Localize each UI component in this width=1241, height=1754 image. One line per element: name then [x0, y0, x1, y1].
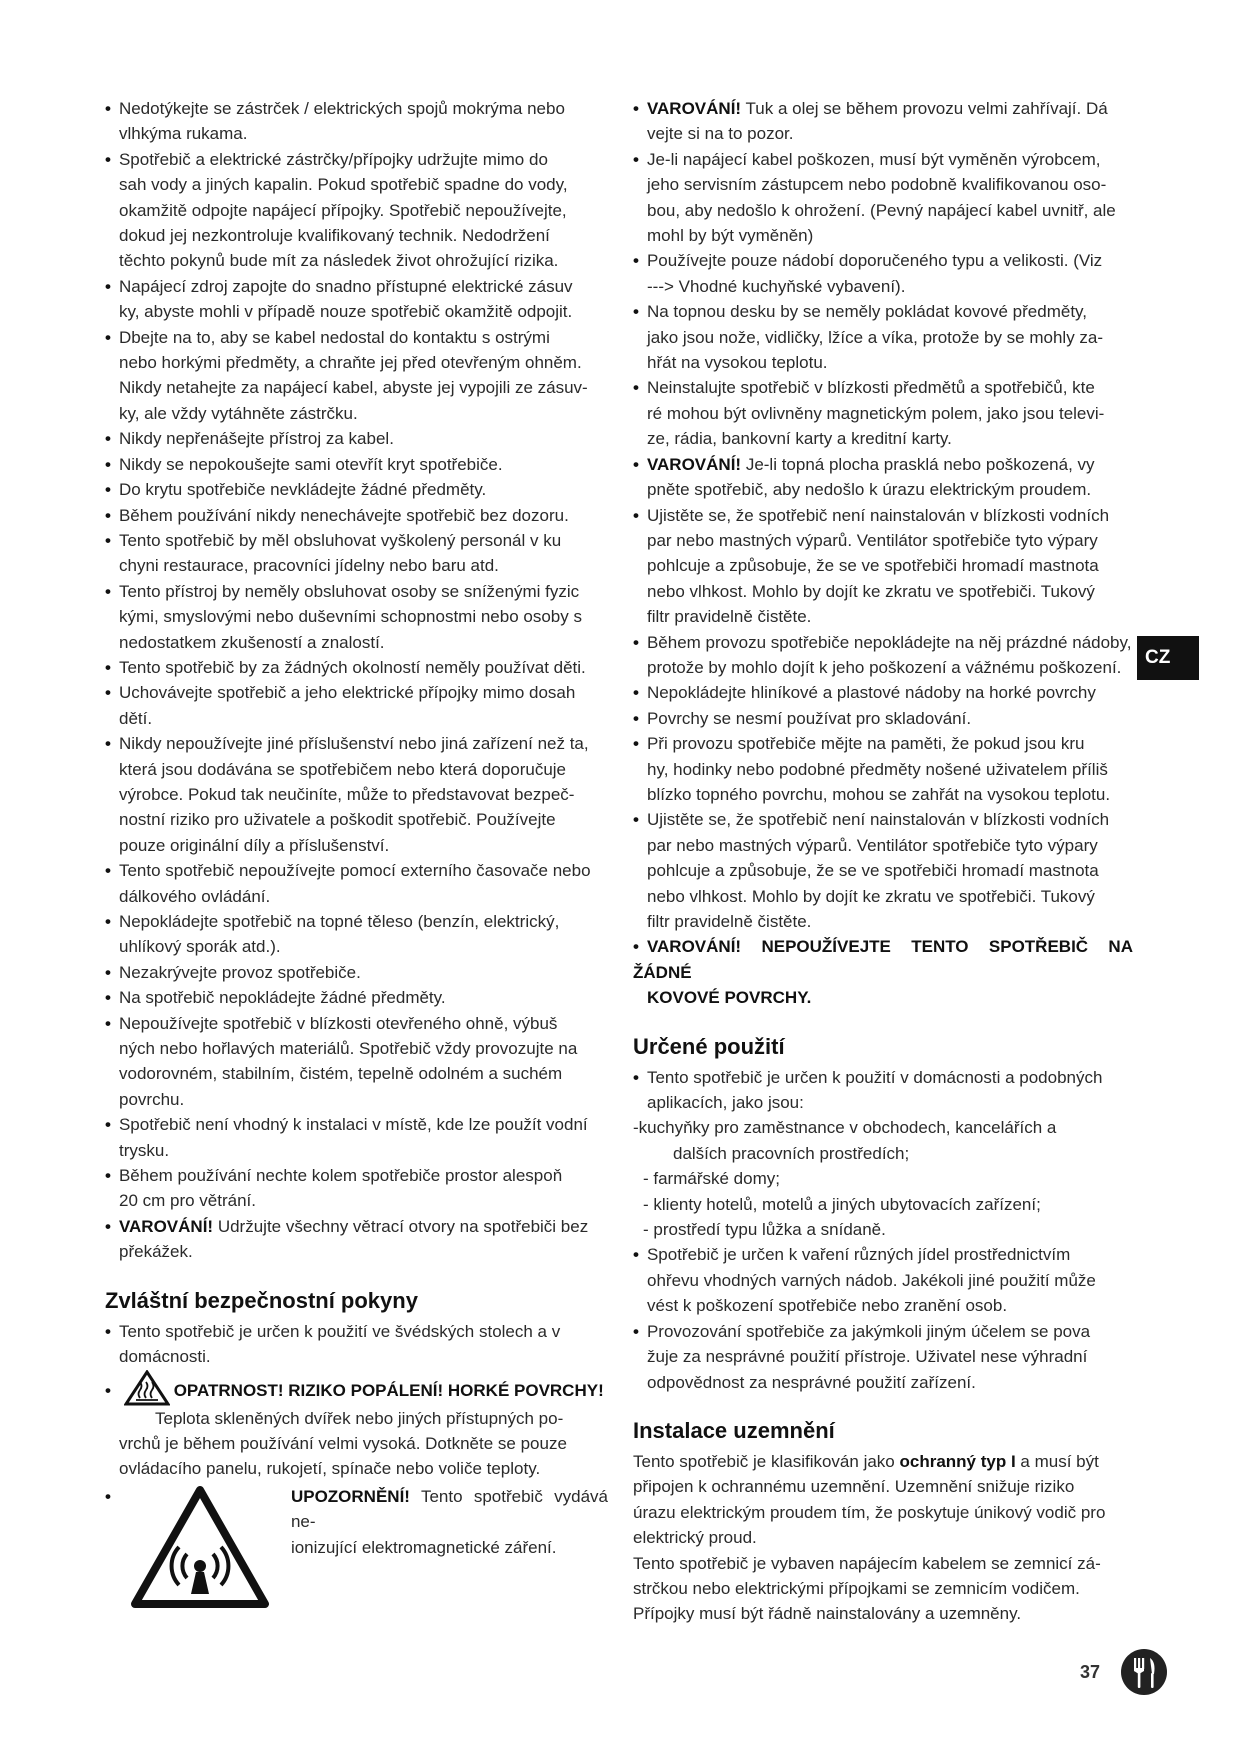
- section-heading-grounding: Instalace uzemnění: [633, 1417, 835, 1443]
- list-item: • Nikdy nepřenášejte přístroj za kabel.: [105, 426, 608, 451]
- warning-label: OPATRNOST! RIZIKO POPÁLENÍ! HORKÉ POVRCHY!: [173, 1380, 604, 1400]
- paragraph: Tento spotřebič je vybaven napájecím kabelem se zemnicí zá- strčkou nebo elektrickými přípojkami se zemnicím vodičem. Přípojky musí být řádně nainstalovány a uzemněny.: [633, 1553, 1101, 1624]
- list-item: • VAROVÁNÍ! Je-li topná plocha prasklá nebo poškozená, vy pněte spotřebič, aby nedošlo k úrazu elektrickým proudem.: [633, 452, 1133, 503]
- non-ionizing-radiation-icon: [129, 1484, 271, 1610]
- list-item: • Napájecí zdroj zapojte do snadno přístupné elektrické zásuv ky, abyste mohli v případě nouze spotřebič okamžitě odpojit.: [105, 274, 608, 325]
- list-item: • Nikdy se nepokoušejte sami otevřít kryt spotřebiče.: [105, 452, 608, 477]
- warning-label: VAROVÁNÍ!: [646, 454, 742, 474]
- warning-label: VAROVÁNÍ! NEPOUŽÍVEJTE TENTO SPOTŘEBIČ NA ŽÁDNÉ: [633, 937, 1133, 982]
- list-item: • Do krytu spotřebiče nevkládejte žádné předměty.: [105, 477, 608, 502]
- left-column: [105, 96, 608, 1610]
- list-item: • Nedotýkejte se zástrček / elektrických spojů mokrýma nebo vlhkýma rukama.: [105, 96, 608, 147]
- list-item: • Při provozu spotřebiče mějte na paměti, že pokud jsou kru hy, hodinky nebo podobné předměty nošené uživatelem příliš blízko topného povrchu, mohou se zahřát na vysokou teplotu.: [633, 731, 1133, 807]
- list-item: • Povrchy se nesmí používat pro skladování.: [633, 706, 1133, 731]
- list-item: • Tento spotřebič by za žádných okolností neměly používat děti.: [105, 655, 608, 680]
- list-item: • Je-li napájecí kabel poškozen, musí být vyměněn výrobcem, jeho servisním zástupcem nebo podobně kvalifikovanou oso- bou, aby nedošlo k ohrožení. (Pevný napájecí kabel uvnitř, ale mohl by být vyměněn): [633, 147, 1133, 249]
- list-item: • VAROVÁNÍ! Tuk a olej se během provozu velmi zahřívají. Dá vejte si na to pozor.: [633, 96, 1133, 147]
- list-item: • Dbejte na to, aby se kabel nedostal do kontaktu s ostrými nebo horkými předměty, a chraňte jej před otevřeným ohněm. Nikdy netahejte za napájecí kabel, abyste jej vypojili ze zásuv- ky, ale vždy vytáhněte zástrčku.: [105, 325, 608, 427]
- section-heading-intended-use: Určené použití: [633, 1033, 785, 1059]
- list-item: - prostředí typu lůžka a snídaně.: [643, 1220, 886, 1240]
- radiation-warning-text: • UPOZORNĚNÍ! Tento spotřebič vydává ne- ionizující elektromagnetické záření.: [290, 1486, 608, 1557]
- list-item: • Spotřebič a elektrické zástrčky/přípojky udržujte mimo do sah vody a jiných kapalin. Pokud spotřebič spadne do vody, okamžitě odpojte napájecí přípojky. Spotřebič nepoužívejte, dokud jej nezkontroluje kvalifikovaný technik. Nedodržení těchto pokynů bude mít za následek život ohrožující rizika.: [105, 147, 608, 274]
- list-item: • Na topnou desku by se neměly pokládat kovové předměty, jako jsou nože, vidličky, lžíce a víka, protože by se mohly za- hřát na vysokou teplotu.: [633, 299, 1133, 375]
- list-item: • Tento spotřebič nepoužívejte pomocí externího časovače nebo dálkového ovládání.: [105, 858, 608, 909]
- paragraph: Tento spotřebič je klasifikován jako ochranný typ I a musí být připojen k ochrannému uzemnění. Uzemnění snižuje riziko úrazu elektrickým proudem tím, že poskytuje únikový vodič pro elektrický proud.: [633, 1451, 1106, 1548]
- list-item: - farmářské domy;: [643, 1169, 780, 1189]
- warning-label: UPOZORNĚNÍ!: [290, 1486, 410, 1506]
- warning-label: VAROVÁNÍ!: [646, 99, 742, 118]
- list-item: • VAROVÁNÍ! NEPOUŽÍVEJTE TENTO SPOTŘEBIČ NA ŽÁDNÉ KOVOVÉ POVRCHY.: [633, 934, 1133, 1010]
- hot-surface-warning-icon: [124, 1370, 170, 1406]
- list-item: • Nepokládejte hliníkové a plastové nádoby na horké povrchy: [633, 680, 1133, 705]
- list-item: • Ujistěte se, že spotřebič není nainstalován v blízkosti vodních par nebo mastných výparů. Ventilátor spotřebiče tyto výpary pohlcuje a způsobuje, že se ve spotřebiči hromadí mastnota nebo vlhkost. Mohlo by dojít ke zkratu ve spotřebiči. Tukový filtr pravidelně čistěte.: [633, 807, 1133, 934]
- right-column: [633, 96, 1133, 1627]
- list-item: • Provozování spotřebiče za jakýmkoli jiným účelem se pova žuje za nesprávné použití přístroje. Uživatel nese výhradní odpovědnost za nesprávné použití zařízení.: [633, 1319, 1133, 1395]
- list-item: [105, 1484, 608, 1610]
- warning-label: VAROVÁNÍ!: [118, 1216, 214, 1236]
- list-item: • Na spotřebič nepokládejte žádné předměty.: [105, 985, 608, 1010]
- list-item: • Nikdy nepoužívejte jiné příslušenství nebo jiná zařízení než ta, která jsou dodávána se spotřebičem nebo která doporučuje výrobce. Pokud tak neučiníte, může to představovat bezpeč- nostní riziko pro uživatele a poškodit spotřebič. Používejte pouze originální díly a příslušenství.: [105, 731, 608, 858]
- list-item: • Nezakrývejte provoz spotřebiče.: [105, 960, 608, 985]
- section-heading-special-safety: Zvláštní bezpečnostní pokyny: [105, 1287, 418, 1313]
- list-item: - klienty hotelů, motelů a jiných ubytovacích zařízení;: [643, 1194, 1041, 1214]
- list-item: • Tento spotřebič by měl obsluhovat vyškolený personál v ku chyni restaurace, pracovníci jídelny nebo baru atd.: [105, 528, 608, 579]
- list-item: • Během provozu spotřebiče nepokládejte na něj prázdné nádoby, protože by mohlo dojít k jeho poškození a vážnému poškození.: [633, 630, 1133, 681]
- language-tab: CZ: [1137, 636, 1199, 680]
- cutlery-logo-icon: [1120, 1648, 1168, 1696]
- list-item: • Během používání nechte kolem spotřebiče prostor alespoň 20 cm pro větrání.: [105, 1163, 608, 1214]
- list-item: • Nepokládejte spotřebič na topné těleso (benzín, elektrický, uhlíkový sporák atd.).: [105, 909, 608, 960]
- list-item: • Nepoužívejte spotřebič v blízkosti otevřeného ohně, výbuš ných nebo hořlavých materiálů. Spotřebič vždy provozujte na vodorovném, stabilním, čistém, tepelně odolném a suchém povrchu.: [105, 1011, 608, 1113]
- list-item: • Uchovávejte spotřebič a jeho elektrické přípojky mimo dosah dětí.: [105, 680, 608, 731]
- list-item: • Používejte pouze nádobí doporučeného typu a velikosti. (Viz ---> Vhodné kuchyňské vybavení).: [633, 248, 1133, 299]
- list-item: • Spotřebič není vhodný k instalaci v místě, kde lze použít vodní trysku.: [105, 1112, 608, 1163]
- list-item: • Tento spotřebič je určen k použití v domácnosti a podobných aplikacích, jako jsou:: [633, 1065, 1133, 1116]
- list-item: • OPATRNOST! RIZIKO POPÁLENÍ! HORKÉ POVRCHY! Teplota skleněných dvířek nebo jiných přístupných po- vrchů je během používání velmi vysoká. Dotkněte se pouze ovládacího panelu, rukojetí, spínače nebo voliče teploty.: [105, 1370, 608, 1482]
- list-item: -kuchyňky pro zaměstnance v obchodech, kancelářích a dalších pracovních prostředích;: [633, 1118, 1057, 1163]
- list-item: • Ujistěte se, že spotřebič není nainstalován v blízkosti vodních par nebo mastných výparů. Ventilátor spotřebiče tyto výpary pohlcuje a způsobuje, že se ve spotřebiči hromadí mastnota nebo vlhkost. Mohlo by dojít ke zkratu ve spotřebiči. Tukový filtr pravidelně čistěte.: [633, 503, 1133, 630]
- list-item: • VAROVÁNÍ! Udržujte všechny větrací otvory na spotřebiči bez překážek.: [105, 1214, 608, 1265]
- list-item: • Během používání nikdy nenechávejte spotřebič bez dozoru.: [105, 503, 608, 528]
- list-item: • Tento přístroj by neměly obsluhovat osoby se sníženými fyzic kými, smyslovými nebo duševními schopnostmi nebo osoby s nedostatkem zkušeností a znalostí.: [105, 579, 608, 655]
- page-number: 37: [1080, 1662, 1101, 1682]
- list-item: • Neinstalujte spotřebič v blízkosti předmětů a spotřebičů, kte ré mohou být ovlivněny magnetickým polem, jako jsou televi- ze, rádia, bankovní karty a kreditní karty.: [633, 375, 1133, 451]
- list-item: • Spotřebič je určen k vaření různých jídel prostřednictvím ohřevu vhodných varných nádob. Jakékoli jiné použití může vést k poškození spotřebiče nebo zranění osob.: [633, 1242, 1133, 1318]
- list-item: • Tento spotřebič je určen k použití ve švédských stolech a v domácnosti.: [105, 1319, 608, 1370]
